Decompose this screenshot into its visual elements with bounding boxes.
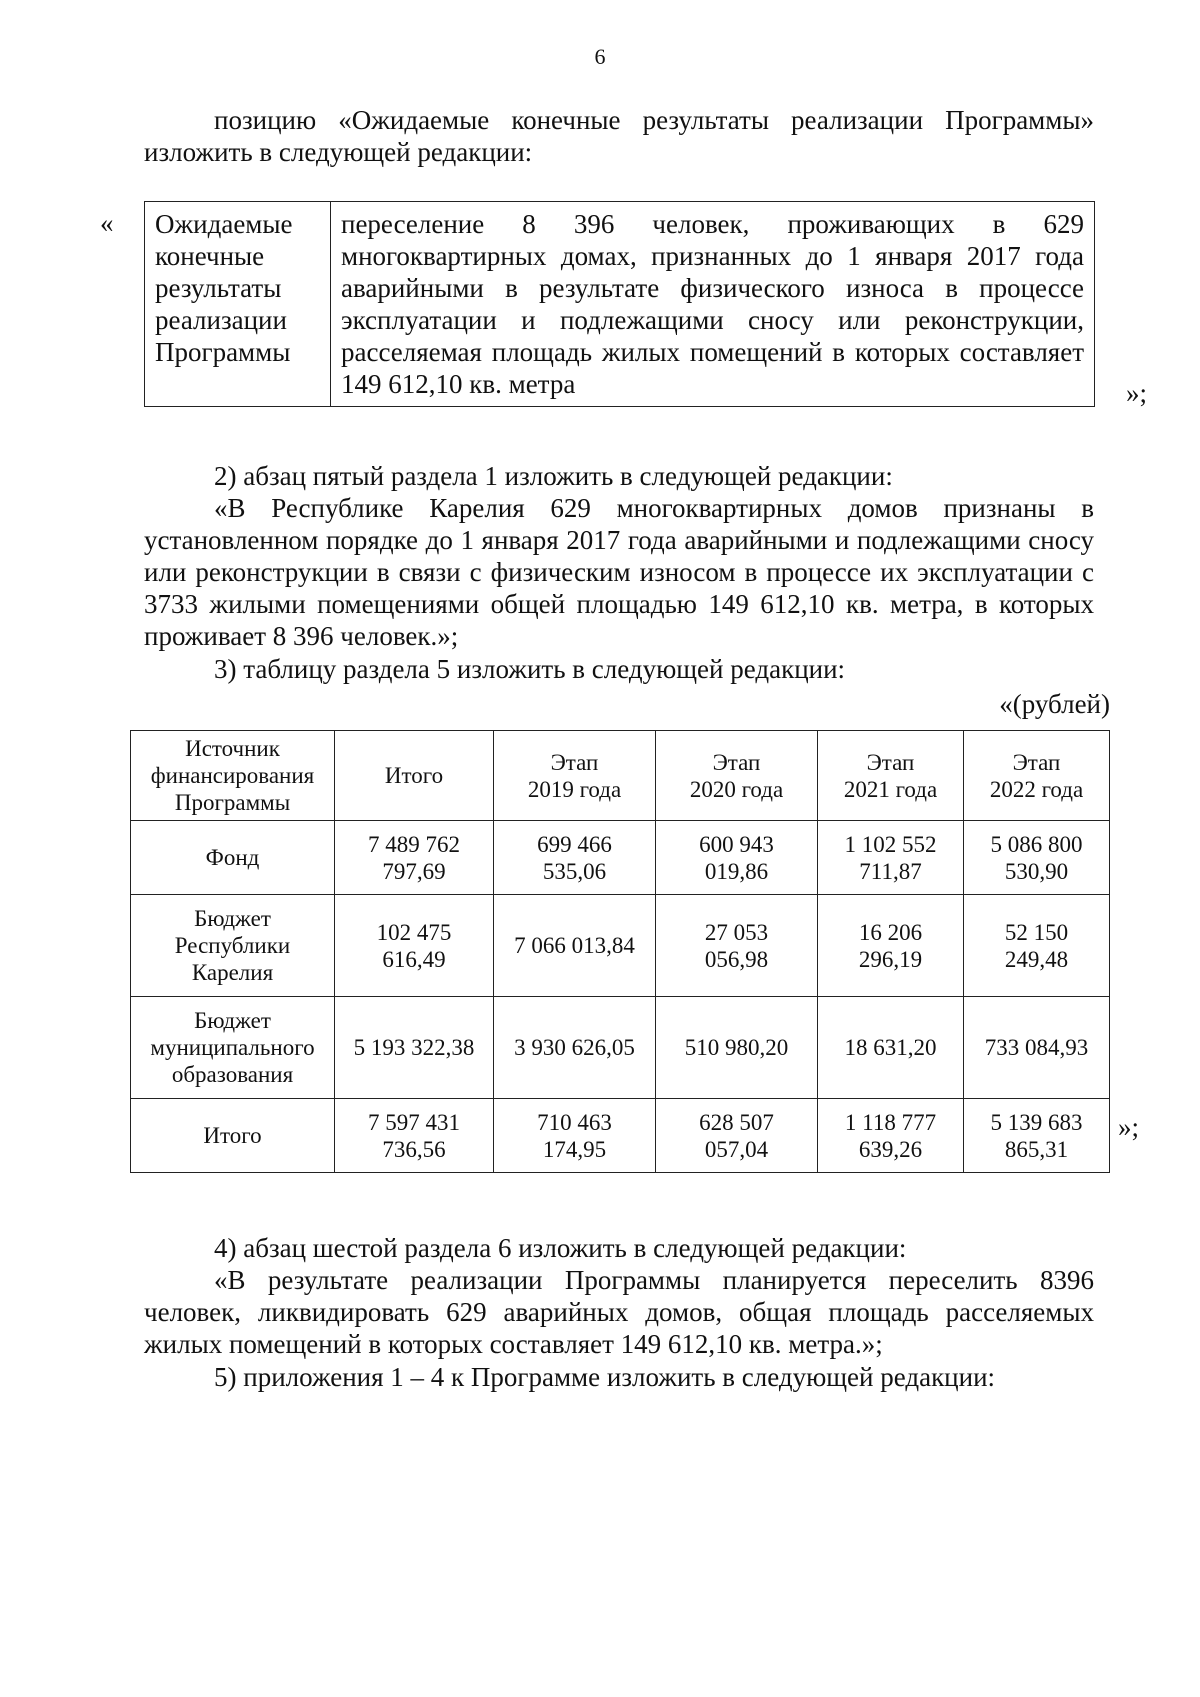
item5-heading: 5) приложения 1 – 4 к Программе изложить в следующей редакции:	[214, 1362, 996, 1392]
row-fund-2020: 600 943 019,86	[656, 821, 818, 895]
table-header-row	[131, 731, 1110, 821]
row-total-2019: 710 463 174,95	[494, 1099, 656, 1173]
row-total-2021: 1 118 777 639,26	[818, 1099, 964, 1173]
item3-heading: 3) таблицу раздела 5 изложить в следующей редакции:	[214, 654, 846, 684]
row-municipal-2019: 3 930 626,05	[494, 997, 656, 1099]
intro-paragraph: позицию «Ожидаемые конечные результаты реализации Программы» изложить в следующей редакции:	[144, 105, 1094, 167]
row-municipal-2022: 733 084,93	[964, 997, 1110, 1099]
table-row	[131, 1099, 1110, 1173]
opening-quote: «	[100, 208, 114, 238]
row-republic-2022: 52 150 249,48	[964, 895, 1110, 997]
row-total-2022: 5 139 683 865,31	[964, 1099, 1110, 1173]
row-fund-2021: 1 102 552 711,87	[818, 821, 964, 895]
results-closing-quote: »;	[1126, 378, 1148, 408]
header-2020: Этап 2020 года	[656, 731, 818, 821]
table-row	[131, 821, 1110, 895]
header-source: Источник финансирования Программы	[131, 731, 335, 821]
row-republic-source: Бюджет Республики Карелия	[131, 895, 335, 997]
row-municipal-total: 5 193 322,38	[335, 997, 494, 1099]
row-fund-source: Фонд	[131, 821, 335, 895]
row-municipal-source: Бюджет муниципального образования	[131, 997, 335, 1099]
table-closing-quote: »;	[1118, 1112, 1140, 1142]
row-republic-total: 102 475 616,49	[335, 895, 494, 997]
header-2021: Этап 2021 года	[818, 731, 964, 821]
item2-text: «В Республике Карелия 629 многоквартирных домов признаны в установленном порядке до 1 января 2017 года аварийными и подлежащими сносу или реконструкции в связи с физическим износом в процессе их эксплуатации с 3733 жилыми помещениями общей площадью 149 612,10 кв. метра, в которых проживает 8 396 человек.»;	[144, 493, 1094, 651]
results-label: Ожидаемые конечные результаты реализации Программы	[145, 202, 331, 407]
row-fund-total: 7 489 762 797,69	[335, 821, 494, 895]
row-municipal-2020: 510 980,20	[656, 997, 818, 1099]
row-fund-2019: 699 466 535,06	[494, 821, 656, 895]
results-block-table	[144, 201, 1095, 407]
row-municipal-2021: 18 631,20	[818, 997, 964, 1099]
page-number: 6	[594, 44, 606, 69]
row-fund-2022: 5 086 800 530,90	[964, 821, 1110, 895]
item2-heading: 2) абзац пятый раздела 1 изложить в следующей редакции:	[214, 461, 893, 491]
table-row	[131, 895, 1110, 997]
finance-table	[130, 730, 1110, 1173]
results-text: переселение 8 396 человек, проживающих в 629 многоквартирных домах, признанных до 1 января 2017 года аварийными в результате физического износа в процессе эксплуатации и подлежащими сносу или реконструкции, расселяемая площадь жилых помещений в которых составляет 149 612,10 кв. метра	[331, 202, 1095, 407]
row-total-source: Итого	[131, 1099, 335, 1173]
row-republic-2019: 7 066 013,84	[494, 895, 656, 997]
item4-text: «В результате реализации Программы планируется переселить 8396 человек, ликвидировать 629 аварийных домов, общая площадь расселяемых жилых помещений в которых составляет 149 612,10 кв. метра.»;	[144, 1265, 1094, 1359]
row-total-total: 7 597 431 736,56	[335, 1099, 494, 1173]
header-total: Итого	[335, 731, 494, 821]
row-total-2020: 628 507 057,04	[656, 1099, 818, 1173]
row-republic-2020: 27 053 056,98	[656, 895, 818, 997]
item4-heading: 4) абзац шестой раздела 6 изложить в следующей редакции:	[214, 1233, 907, 1263]
table-unit-label: «(рублей)	[999, 689, 1110, 719]
table-row	[131, 997, 1110, 1099]
header-2019: Этап 2019 года	[494, 731, 656, 821]
row-republic-2021: 16 206 296,19	[818, 895, 964, 997]
header-2022: Этап 2022 года	[964, 731, 1110, 821]
